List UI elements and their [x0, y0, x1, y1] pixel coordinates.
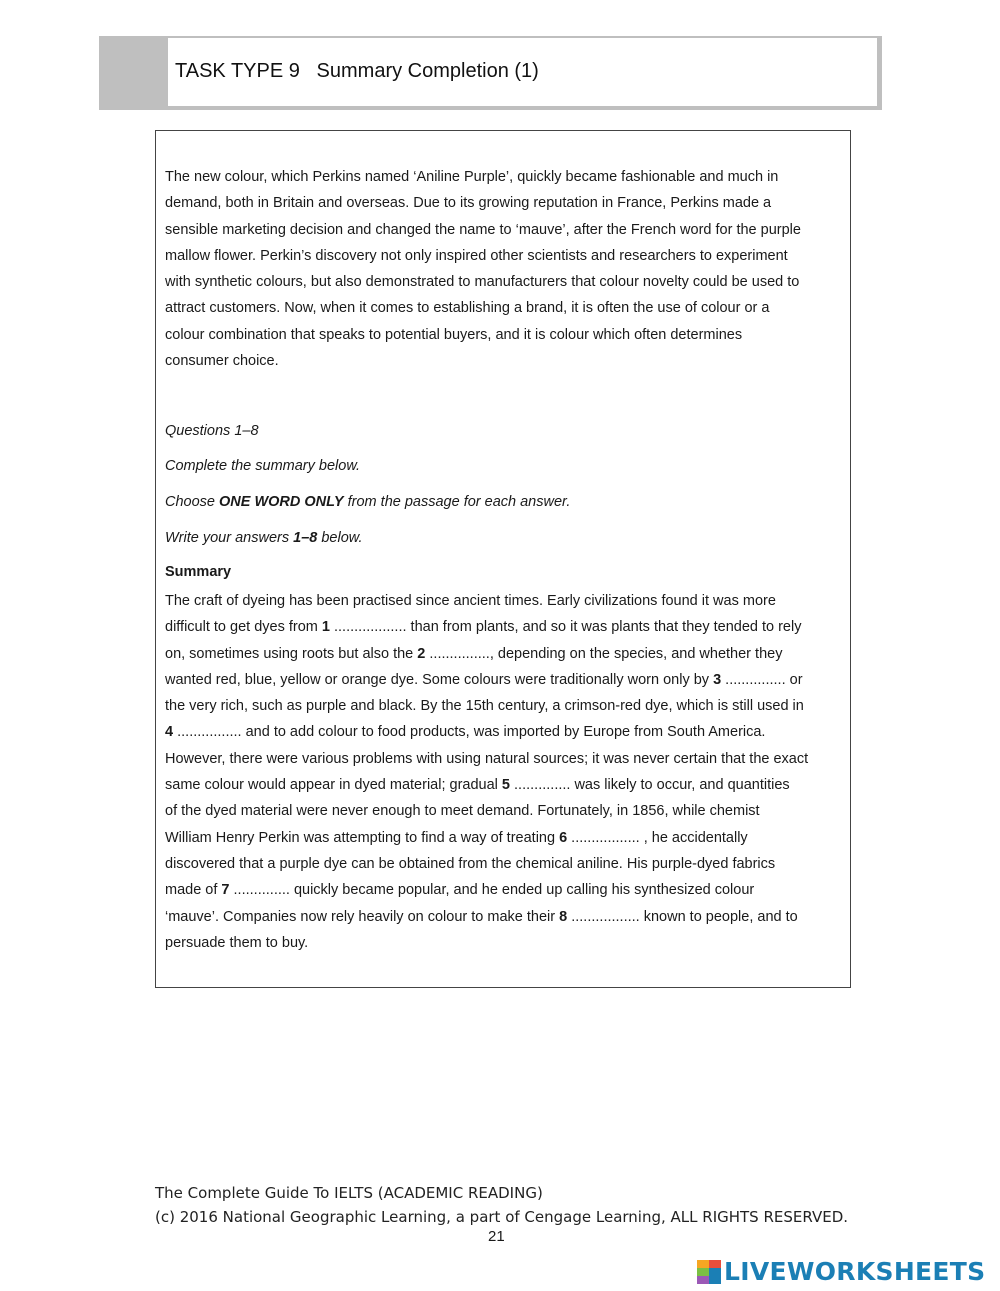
summary-heading: Summary: [165, 564, 232, 580]
summary-line: same colour would appear in dyed material; gradual 5 .............. was likely to occur, and quantities: [165, 777, 790, 794]
summary-line: The craft of dyeing has been practised since ancient times. Early civilizations found it was more: [165, 593, 776, 609]
instruction-write: Write your answers 1–8 below.: [165, 530, 363, 546]
summary-line: the very rich, such as purple and black. By the 15th century, a crimson-red dye, which is still used in: [165, 698, 804, 715]
liveworksheets-icon: [697, 1260, 721, 1284]
logo-text: LIVEWORKSHEETS: [724, 1257, 986, 1286]
gap-number-5: 5: [501, 777, 510, 794]
gap-number-3: 3: [713, 671, 722, 688]
passage-line: demand, both in Britain and overseas. Due to its growing reputation in France, Perkins made a: [165, 195, 772, 212]
passage: [165, 164, 845, 374]
summary-line: of the dyed material were never enough to meet demand. Fortunately, in 1856, while chemist: [165, 803, 760, 820]
page-number: 21: [488, 1228, 505, 1245]
passage-line: attract customers. Now, when it comes to establishing a brand, it is often the use of colour or a: [165, 300, 770, 317]
passage-line: mallow flower. Perkin’s discovery not only inspired other scientists and researchers to experiment: [165, 247, 788, 264]
gap-number-4: 4: [165, 724, 174, 741]
summary-line: wanted red, blue, yellow or orange dye. Some colours were traditionally worn only by 3 ............... or: [165, 671, 803, 688]
passage-line: with synthetic colours, but also demonstrated to manufacturers that colour novelty could be used to: [165, 274, 800, 291]
summary-line: made of 7 .............. quickly became popular, and he ended up calling his synthesized colour: [165, 882, 755, 899]
passage-line: consumer choice.: [165, 353, 279, 370]
passage-line: The new colour, which Perkins named ‘Aniline Purple’, quickly became fashionable and much in: [165, 169, 779, 185]
summary-line: ‘mauve’. Companies now rely heavily on colour to make their 8 ................. known to people, and to: [165, 908, 798, 925]
instruction-choose: Choose ONE WORD ONLY from the passage for each answer.: [165, 494, 571, 510]
questions-range: Questions 1–8: [165, 423, 259, 439]
summary-line: persuade them to buy.: [165, 934, 309, 951]
passage-line: colour combination that speaks to potential buyers, and it is colour which often determines: [165, 326, 743, 343]
footer-copyright: (c) 2016 National Geographic Learning, a part of Cengage Learning, ALL RIGHTS RESERVED.: [155, 1208, 849, 1226]
summary-line: discovered that a purple dye can be obtained from the chemical aniline. His purple-dyed fabrics: [165, 855, 776, 872]
gap-number-6: 6: [559, 829, 568, 846]
summary-line: difficult to get dyes from 1 .................. than from plants, and so it was plants that they tended to rely: [165, 619, 802, 636]
summary-line: However, there were various problems with using natural sources; it was never certain that the exact: [165, 750, 809, 767]
footer-book-title: The Complete Guide To IELTS (ACADEMIC READING): [155, 1184, 543, 1202]
page-title: TASK TYPE 9 Summary Completion (1): [175, 60, 539, 82]
gap-number-7: 7: [221, 882, 230, 899]
passage-line: sensible marketing decision and changed the name to ‘mauve’, after the French word for the purple: [165, 221, 801, 238]
gap-number-1: 1: [321, 619, 330, 636]
liveworksheets-logo[interactable]: [697, 1257, 985, 1286]
summary-line: on, sometimes using roots but also the 2 ..............., depending on the species, and whether they: [165, 645, 783, 662]
gap-number-8: 8: [559, 908, 568, 925]
summary-line: William Henry Perkin was attempting to find a way of treating 6 ................. , he accidentally: [165, 829, 748, 846]
instruction-complete: Complete the summary below.: [165, 458, 361, 474]
summary-text: [165, 588, 845, 956]
summary-line: 4 ................ and to add colour to food products, was imported by Europe from South America.: [165, 724, 766, 741]
gap-number-2: 2: [417, 645, 426, 662]
